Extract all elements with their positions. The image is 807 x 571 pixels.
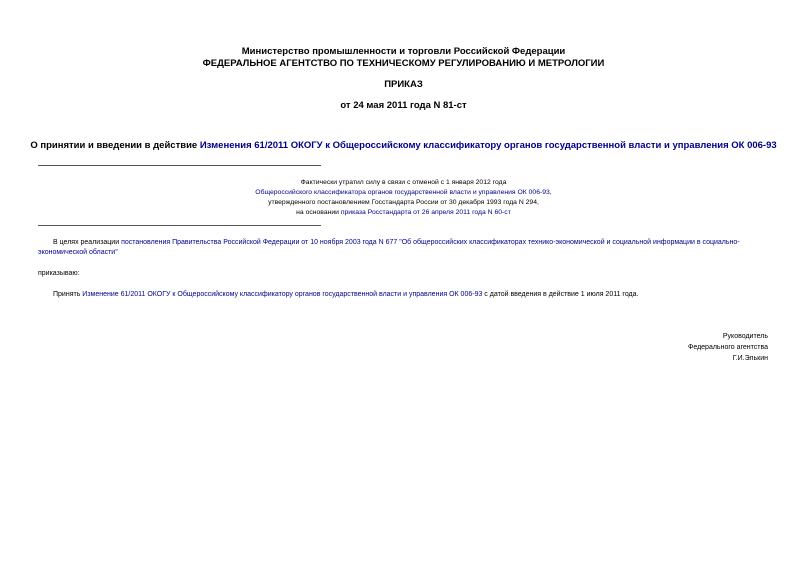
paragraph-accept xyxy=(38,290,770,300)
signature-position: Руководитель xyxy=(722,333,768,340)
signature-organization: Федерального агентства xyxy=(688,344,768,351)
divider-bottom xyxy=(38,225,321,226)
document-date-number: от 24 мая 2011 года N 81-ст xyxy=(340,100,467,111)
status-line-4 xyxy=(0,208,807,218)
change-link[interactable]: Изменение 61/2011 ОКОГУ к Общероссийскому классификатору органов государственной власти и управления ОК 006-93 xyxy=(82,291,483,298)
title-prefix: О принятии и введении в действие xyxy=(30,140,200,151)
document-title xyxy=(0,140,807,152)
status-line-1: Фактически утратил силу в связи с отменой с 1 января 2012 года xyxy=(300,179,507,186)
status-line-4-prefix: на основании xyxy=(296,209,341,216)
divider-top xyxy=(38,165,321,166)
status-line-2-tail: , xyxy=(549,189,552,196)
document-type: ПРИКАЗ xyxy=(384,79,423,90)
classifier-link[interactable]: Общероссийского классификатора органов государственной власти и управления ОК 006-93 xyxy=(255,189,550,196)
rosstandart-order-link[interactable]: приказа Росстандарта от 26 апреля 2011 года N 60-ст xyxy=(340,209,511,216)
paragraph-accept-suffix: с датой введения в действие 1 июля 2011 года. xyxy=(482,291,639,298)
signature-name: Г.И.Элькин xyxy=(732,355,768,362)
agency-name: ФЕДЕРАЛЬНОЕ АГЕНТСТВО ПО ТЕХНИЧЕСКОМУ РЕГУЛИРОВАНИЮ И МЕТРОЛОГИИ xyxy=(202,58,605,69)
government-decree-link[interactable]: постановления Правительства Российской Федерации от 10 ноября 2003 года N 677 "Об общероссийских классификаторах технико-экономической и социальной информации в социально-экономической области" xyxy=(38,239,740,256)
paragraph-purpose-prefix: В целях реализации xyxy=(53,239,122,246)
ministry-name: Министерство промышленности и торговли Российской Федерации xyxy=(241,46,566,57)
title-change-link[interactable]: Изменения 61/2011 ОКОГУ к Общероссийскому классификатору органов государственной власти и управления ОК 006-93 xyxy=(199,140,777,151)
paragraph-purpose xyxy=(38,238,770,258)
status-line-3: утвержденного постановлением Госстандарта России от 30 декабря 1993 года N 294, xyxy=(268,199,539,206)
paragraph-accept-prefix: Принять xyxy=(53,291,83,298)
paragraph-order: приказываю: xyxy=(38,270,80,277)
status-line-2 xyxy=(0,188,807,198)
